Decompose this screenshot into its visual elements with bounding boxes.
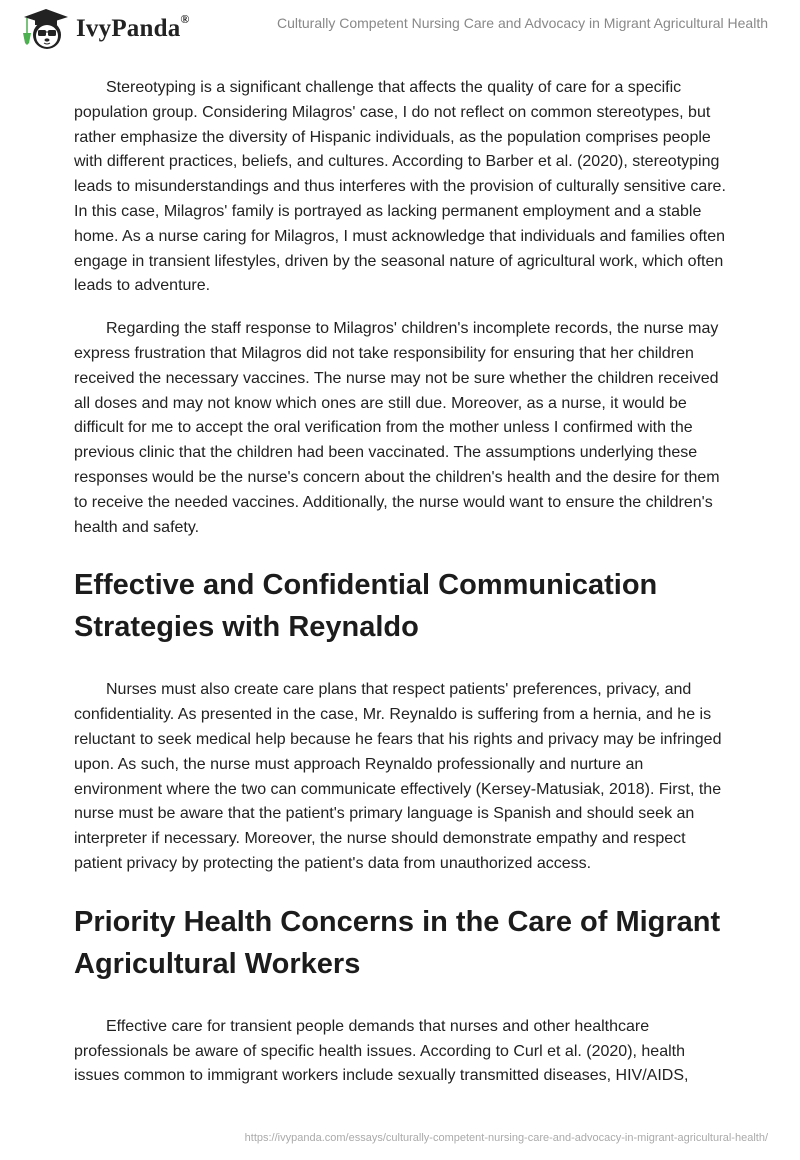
registered-mark: ® xyxy=(180,11,190,26)
brand-name: IvyPanda® xyxy=(76,11,190,42)
paragraph: Nurses must also create care plans that respect patients' preferences, privacy, and confidentiality. As presented in the case, Mr. Reynaldo is suffering from a hernia, and he is reluctant to seek medical help because he fears that his rights and privacy may be infringed upon. As such, the nurse must approach Reynaldo professionally and nurture an environment where the two can communicate effectively (Kersey-Matusiak, 2018). First, the nurse must be aware that the patient's primary language is Spanish and should seek an interpreter if necessary. Moreover, the nurse should demonstrate empathy and respect patient privacy by protecting the patient's data from unauthorized access. xyxy=(74,681,722,872)
paragraph: Stereotyping is a significant challenge that affects the quality of care for a specific population group. Considering Milagros' case, I do not reflect on common stereotypes, but rather emphasize the diversity of Hispanic individuals, as the population comprises people with different practices, beliefs, and cultures. According to Barber et al. (2020), stereotyping leads to misunderstandings and thus interferes with the provision of culturally sensitive care. In this case, Milagros' family is portrayed as lacking permanent employment and a stable home. As a nurse caring for Milagros, I must acknowledge that individuals and families often engage in transient lifestyles, driven by the seasonal nature of agricultural work, which often leads to adventure. xyxy=(74,79,726,295)
paragraph: Effective care for transient people demands that nurses and other healthcare professionals be aware of specific health issues. According to Curl et al. (2020), health issues common to immigrant workers include sexually transmitted diseases, HIV/AIDS, xyxy=(74,1017,689,1085)
section-heading: Priority Health Concerns in the Care of Migrant Agricultural Workers xyxy=(74,905,721,980)
panda-graduate-icon xyxy=(18,7,74,51)
document-title: Culturally Competent Nursing Care and Advocacy in Migrant Agricultural Health xyxy=(276,15,768,31)
essay-content xyxy=(74,76,734,1107)
page-header xyxy=(0,0,800,56)
ivypanda-logo[interactable] xyxy=(18,7,190,51)
section-heading: Effective and Confidential Communication Strategies with Reynaldo xyxy=(74,569,658,644)
source-url[interactable]: https://ivypanda.com/essays/culturally-competent-nursing-care-and-advocacy-in-migrant-agricultural-health/ xyxy=(244,1132,768,1144)
paragraph: Regarding the staff response to Milagros' children's incomplete records, the nurse may express frustration that Milagros did not take responsibility for ensuring that her children received the necessary vaccines. The nurse may not be sure whether the children received all doses and may not know which ones are still due. Moreover, as a nurse, it would be difficult for me to accept the oral verification from the mother unless I confirmed with the previous clinic that the children had been vaccinated. The assumptions underlying these responses would be the nurse's concern about the children's health and the desire for them to receive the needed vaccines. Additionally, the nurse would want to ensure the children's health and safety. xyxy=(74,320,720,536)
